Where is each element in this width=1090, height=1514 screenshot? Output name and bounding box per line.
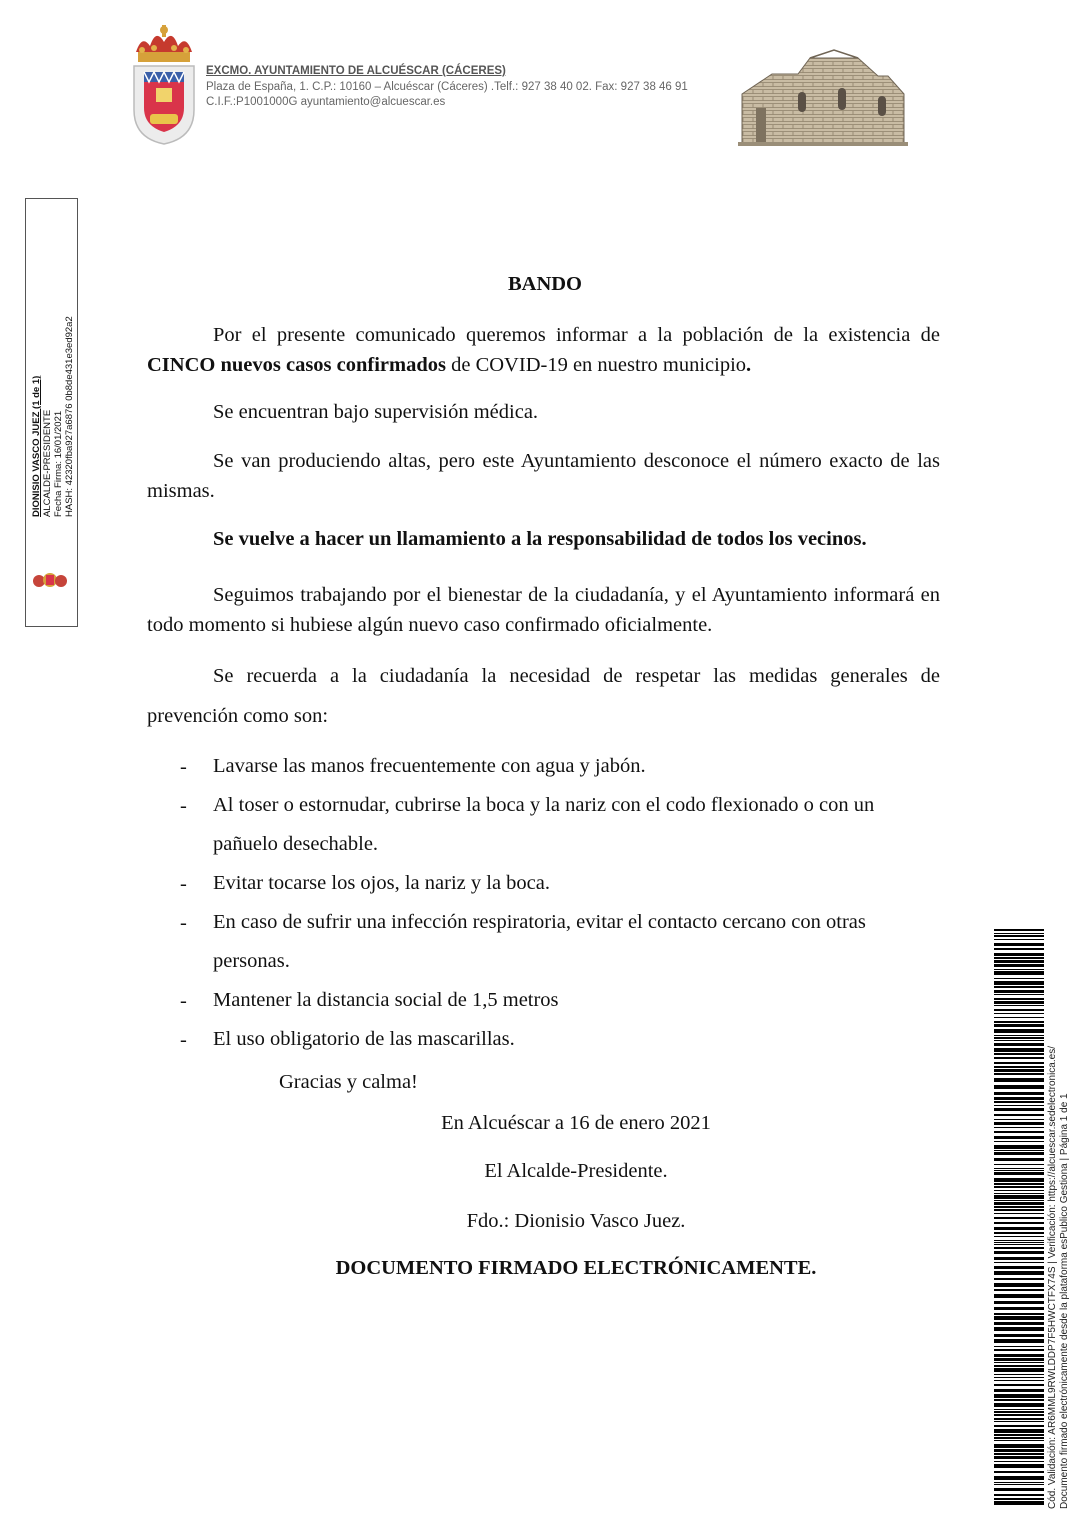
barcode-bar — [994, 1141, 1044, 1142]
barcode-bar — [994, 1501, 1044, 1505]
barcode-bar — [994, 1334, 1044, 1337]
barcode-bar — [994, 1150, 1044, 1151]
signer-role-line: El Alcalde-Presidente. — [484, 1160, 668, 1182]
barcode-bar — [994, 1482, 1044, 1483]
barcode-bar — [994, 1313, 1044, 1315]
municipal-coat-of-arms-logo — [128, 22, 200, 146]
place-and-date: En Alcuéscar a 16 de enero 2021 — [441, 1112, 711, 1134]
signature-details — [31, 217, 75, 517]
barcode-bar — [994, 1127, 1044, 1128]
barcode-bar — [994, 1170, 1044, 1171]
barcode-bar — [994, 1131, 1044, 1133]
barcode-bar — [994, 1349, 1044, 1351]
barcode-bar — [994, 935, 1044, 937]
barcode-bar — [994, 1453, 1044, 1455]
barcode-bar — [994, 1389, 1044, 1392]
barcode-bar — [994, 1461, 1044, 1462]
barcode-bar — [994, 1168, 1044, 1169]
paragraph-discharges-text: Se van produciendo altas, pero este Ayuntamiento desconoce el número exacto de las mismas. — [147, 450, 940, 502]
barcode-bar — [994, 1043, 1044, 1046]
barcode-bar — [994, 1471, 1044, 1473]
barcode-bar — [994, 1105, 1044, 1106]
barcode-bar — [994, 1322, 1044, 1325]
barcode-bar — [994, 1101, 1044, 1103]
closing-thanks: Gracias y calma! — [279, 1071, 418, 1093]
paragraph-responsibility-call: Se vuelve a hacer un llamamiento a la responsabilidad de todos los vecinos. — [213, 528, 867, 550]
barcode-bar — [994, 1434, 1044, 1436]
small-crest-icon — [31, 569, 69, 593]
paragraph-cases-intro: Por el presente comunicado queremos informar a la población de la existencia de — [213, 324, 940, 346]
barcode-bar — [994, 1227, 1044, 1230]
barcode-bar — [994, 1476, 1044, 1480]
list-item-text: Al toser o estornudar, cubrirse la boca y la nariz con el codo flexionado o con un pañuelo desechable. — [213, 794, 875, 855]
church-illustration — [738, 48, 908, 146]
barcode-bar — [994, 994, 1044, 995]
paragraph-cases-rest: de COVID-19 en nuestro municipio — [445, 354, 747, 376]
barcode-bar — [994, 943, 1044, 946]
barcode-bar — [994, 1409, 1044, 1410]
header-address: Plaza de España, 1. C.P.: 10160 – Alcuéscar (Cáceres) .Telf.: 927 38 40 02. Fax: 927 38 46 91 — [206, 81, 688, 93]
barcode-bar — [994, 1097, 1044, 1100]
list-bullet: - — [180, 1029, 187, 1051]
barcode-bar — [994, 1085, 1044, 1089]
barcode-bar — [994, 1035, 1044, 1036]
signature-box — [25, 198, 78, 627]
barcode-bar — [994, 969, 1044, 970]
barcode-bar — [994, 1092, 1044, 1095]
barcode-bar — [994, 1374, 1044, 1375]
barcode-bar — [994, 1073, 1044, 1075]
barcode-bar — [994, 1193, 1044, 1194]
barcode-bar — [994, 1069, 1044, 1072]
signed-by: Fdo.: Dionisio Vasco Juez. — [466, 1210, 686, 1232]
barcode-bar — [994, 1232, 1044, 1234]
barcode-bar — [994, 1183, 1044, 1185]
barcode-bar — [994, 1005, 1044, 1006]
barcode-bar — [994, 964, 1044, 967]
barcode-bar — [994, 1145, 1044, 1149]
barcode-bar — [994, 1377, 1044, 1378]
signer-name: DIONISIO VASCO JUEZ (1 de 1) — [31, 375, 42, 517]
barcode-bar — [994, 990, 1044, 993]
list-item-text: Lavarse las manos frecuentemente con agua y jabón. — [213, 755, 646, 777]
paragraph-supervision: Se encuentran bajo supervisión médica. — [213, 401, 539, 423]
barcode-bar — [994, 1421, 1044, 1422]
barcode-bar — [994, 1444, 1044, 1448]
barcode-bar — [994, 1251, 1044, 1254]
validation-barcode — [994, 929, 1044, 1507]
barcode-bar — [994, 1278, 1044, 1280]
barcode-bar — [994, 1119, 1044, 1120]
barcode-bar — [994, 971, 1044, 975]
barcode-bar — [994, 1418, 1044, 1420]
barcode-bar — [994, 1217, 1044, 1219]
barcode-bar — [994, 1271, 1044, 1275]
signer-role: ALCALDE-PRESIDENTE — [42, 409, 53, 517]
barcode-bar — [994, 1307, 1044, 1310]
barcode-bar — [994, 1399, 1044, 1401]
barcode-bar — [994, 1200, 1044, 1201]
barcode-bar — [994, 1190, 1044, 1191]
barcode-bar — [994, 933, 1044, 934]
barcode-bar — [994, 1013, 1044, 1014]
list-bullet: - — [180, 873, 187, 895]
header-title: EXCMO. AYUNTAMIENTO DE ALCUÉSCAR (CÁCERES) — [206, 65, 506, 77]
barcode-bar — [994, 1488, 1044, 1491]
validation-info — [1047, 949, 1071, 1509]
barcode-bar — [994, 1236, 1044, 1237]
paragraph-wellbeing-text: Seguimos trabajando por el bienestar de la ciudadanía, y el Ayuntamiento informará en todo momento si hubiese algún nuevo caso confirmado oficialmente. — [147, 584, 940, 636]
barcode-bar — [994, 1021, 1044, 1023]
barcode-bar — [994, 1494, 1044, 1496]
paragraph-measures-intro-text: Se recuerda a la ciudadanía la necesidad de respetar las medidas generales de prevención como son: — [147, 665, 940, 727]
paragraph-measures-intro — [147, 656, 940, 736]
barcode-bar — [994, 1209, 1044, 1211]
barcode-bar — [994, 1114, 1044, 1116]
barcode-bar — [994, 1384, 1044, 1386]
barcode-bar — [994, 1195, 1044, 1199]
barcode-bar — [994, 953, 1044, 956]
barcode-bar — [994, 1178, 1044, 1182]
barcode-bar — [994, 1240, 1044, 1241]
cases-highlight: CINCO nuevos casos confirmados — [147, 354, 446, 376]
barcode-bar — [994, 957, 1044, 959]
barcode-bar — [994, 1354, 1044, 1357]
barcode-bar — [994, 1316, 1044, 1320]
signature-hash: HASH: 42320fba927a6876 0b8de431e3ed92a2 — [64, 316, 75, 517]
barcode-bar — [994, 1062, 1044, 1064]
validation-code-line: Cód. Validación: AR6MML9RWLDDP7F5HWCTFX74S | Verificación: https://alcuescar.sedelectronica.es/ — [1047, 1046, 1058, 1509]
barcode-bar — [994, 998, 1044, 1000]
barcode-bar — [994, 1301, 1044, 1304]
barcode-bar — [994, 1037, 1044, 1039]
barcode-bar — [994, 1429, 1044, 1433]
barcode-bar — [994, 1368, 1044, 1372]
barcode-bar — [994, 1001, 1044, 1004]
barcode-bar — [994, 1327, 1044, 1331]
barcode-bar — [994, 1057, 1044, 1059]
barcode-bar — [994, 1362, 1044, 1363]
barcode-bar — [994, 1244, 1044, 1245]
list-bullet: - — [180, 795, 187, 817]
list-item-text: Mantener la distancia social de 1,5 metros — [213, 989, 559, 1011]
barcode-bar — [994, 939, 1044, 940]
barcode-bar — [994, 1394, 1044, 1398]
barcode-bar — [994, 948, 1044, 950]
barcode-bar — [994, 978, 1044, 979]
barcode-bar — [994, 1257, 1044, 1260]
barcode-bar — [994, 1202, 1044, 1205]
document-title: BANDO — [507, 273, 583, 295]
barcode-bar — [994, 1339, 1044, 1343]
barcode-bar — [994, 1164, 1044, 1165]
paragraph-cases-period: . — [746, 354, 752, 376]
barcode-bar — [994, 1283, 1044, 1287]
barcode-bar — [994, 986, 1044, 988]
list-bullet: - — [180, 990, 187, 1012]
barcode-bar — [994, 1078, 1044, 1082]
barcode-bar — [994, 1437, 1044, 1439]
barcode-bar — [994, 1266, 1044, 1269]
barcode-bar — [994, 1346, 1044, 1347]
barcode-bar — [994, 1411, 1044, 1413]
validation-platform-line: Documento firmado electrónicamente desde la plataforma esPublico Gestiona | Página 1 de 1 — [1059, 1093, 1070, 1509]
barcode-bar — [994, 1289, 1044, 1291]
barcode-bar — [994, 1380, 1044, 1381]
barcode-bar — [994, 1414, 1044, 1416]
list-item-text: El uso obligatorio de las mascarillas. — [213, 1028, 515, 1050]
header-cif-email: C.I.F.:P1001000G ayuntamiento@alcuescar.es — [206, 96, 446, 108]
paragraph-discharges — [147, 446, 940, 506]
barcode-bar — [994, 1403, 1044, 1407]
barcode-bar — [994, 1425, 1044, 1427]
paragraph-wellbeing — [147, 580, 940, 640]
barcode-bar — [994, 1017, 1044, 1018]
barcode-bar — [994, 1294, 1044, 1298]
barcode-bar — [994, 1158, 1044, 1161]
barcode-bar — [994, 1206, 1044, 1208]
paragraph-cases — [147, 320, 940, 380]
signature-date: Fecha Firma: 16/01/2021 — [53, 410, 64, 517]
barcode-bar — [994, 1464, 1044, 1468]
list-bullet: - — [180, 756, 187, 778]
barcode-bar — [994, 1222, 1044, 1224]
barcode-bar — [994, 1262, 1044, 1263]
barcode-bar — [994, 1136, 1044, 1139]
barcode-bar — [994, 981, 1044, 985]
barcode-bar — [994, 1024, 1044, 1027]
barcode-bar — [994, 1440, 1044, 1441]
electronic-signature-notice: DOCUMENTO FIRMADO ELECTRÓNICAMENTE. — [335, 1257, 817, 1279]
barcode-bar — [994, 1048, 1044, 1052]
list-item-text: Evitar tocarse los ojos, la nariz y la boca. — [213, 872, 550, 894]
barcode-bar — [994, 1456, 1044, 1459]
barcode-bar — [994, 1498, 1044, 1500]
list-bullet: - — [180, 912, 187, 934]
barcode-bar — [994, 1449, 1044, 1452]
barcode-bar — [994, 1152, 1044, 1155]
barcode-bar — [994, 1213, 1044, 1214]
barcode-bar — [994, 1358, 1044, 1361]
barcode-bar — [994, 960, 1044, 963]
barcode-bar — [994, 1053, 1044, 1055]
barcode-bar — [994, 1365, 1044, 1367]
barcode-bar — [994, 1009, 1044, 1011]
barcode-bar — [994, 1029, 1044, 1033]
barcode-bar — [994, 1122, 1044, 1125]
barcode-bar — [994, 1242, 1044, 1243]
barcode-bar — [994, 1172, 1044, 1175]
barcode-bar — [994, 1247, 1044, 1249]
barcode-bar — [994, 1040, 1044, 1041]
barcode-bar — [994, 1066, 1044, 1068]
barcode-bar — [994, 1108, 1044, 1111]
barcode-bar — [994, 1186, 1044, 1188]
barcode-bar — [994, 929, 1044, 931]
list-item-text: En caso de sufrir una infección respiratoria, evitar el contacto cercano con otras personas. — [213, 911, 866, 972]
barcode-bar — [994, 1484, 1044, 1485]
